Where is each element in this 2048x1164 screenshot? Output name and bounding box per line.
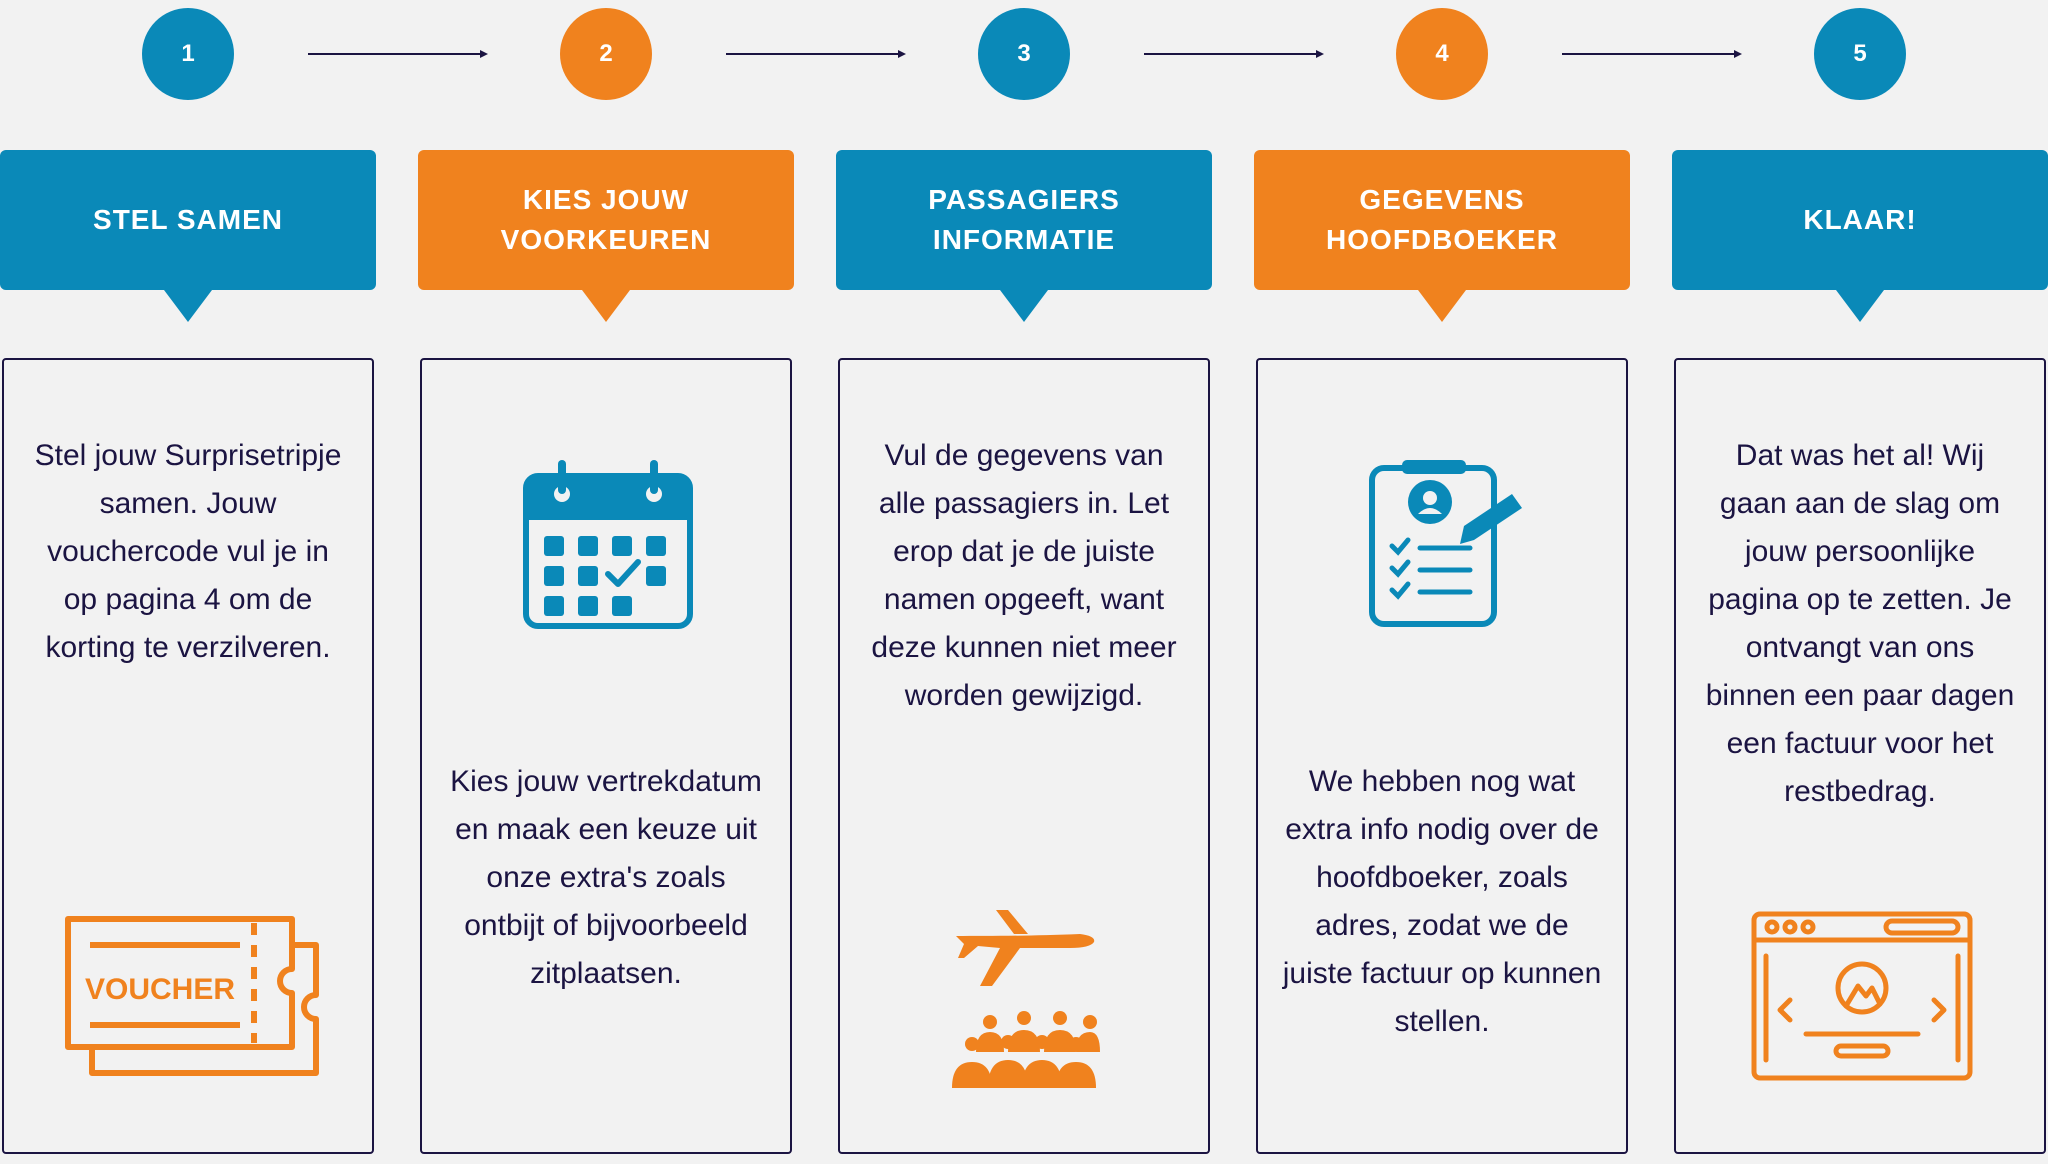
webpage-icon (1750, 910, 1974, 1082)
header-pointer (582, 290, 630, 322)
step-1-header (0, 150, 376, 290)
step-2-card (420, 358, 792, 1154)
step-4-number: 4 (1396, 8, 1488, 100)
header-pointer (1418, 290, 1466, 322)
step-2-header (418, 150, 794, 290)
step-3-title: PASSAGIERS INFORMATIE (928, 184, 1120, 255)
step-4-title: GEGEVENS HOOFDBOEKER (1326, 184, 1558, 255)
step-1-title: STEL SAMEN (93, 204, 283, 235)
step-5-card (1674, 358, 2046, 1154)
header-pointer (1000, 290, 1048, 322)
step-4-card (1256, 358, 1628, 1154)
step-4-header (1254, 150, 1630, 290)
step-5-text: Dat was het al! Wij gaan aan de slag om jouw persoonlijke pagina op te zetten. Je ontvangt van ons binnen een paar dagen een factuur voor het restbedrag. (1705, 439, 2015, 808)
step-3-number: 3 (978, 8, 1070, 100)
clipboard-profile-icon (1366, 460, 1526, 628)
step-1-number: 1 (142, 8, 234, 100)
step-2-text: Kies jouw vertrekdatum en maak een keuze uit onze extra's zoals ontbijt of bijvoorbeeld zitplaatsen. (450, 765, 762, 990)
step-1-card (2, 358, 374, 1154)
step-3-header (836, 150, 1212, 290)
calendar-icon (522, 458, 694, 632)
step-3-text: Vul de gegevens van alle passagiers in. Let erop dat je de juiste namen opgeeft, want deze kunnen niet meer worden gewijzigd. (871, 439, 1177, 712)
header-pointer (1836, 290, 1884, 322)
arrow-right-icon (1144, 50, 1324, 58)
step-2-title: KIES JOUW VOORKEUREN (500, 184, 712, 255)
step-5-number: 5 (1814, 8, 1906, 100)
step-4-text: We hebben nog wat extra info nodig over de hoofdboeker, zoals adres, zodat we de juiste factuur op kunnen stellen. (1282, 765, 1602, 1038)
voucher-icon (64, 915, 320, 1085)
arrow-right-icon (308, 50, 488, 58)
step-3-card (838, 358, 1210, 1154)
step-5-header (1672, 150, 2048, 290)
step-2-number: 2 (560, 8, 652, 100)
voucher-label: VOUCHER (84, 973, 236, 1006)
airplane-passengers-icon (950, 906, 1100, 1088)
step-5-title: KLAAR! (1803, 204, 1917, 235)
arrow-right-icon (726, 50, 906, 58)
arrow-right-icon (1562, 50, 1742, 58)
step-1-text: Stel jouw Surprisetripje samen. Jouw vouchercode vul je in op pagina 4 om de korting te verzilveren. (34, 439, 342, 664)
header-pointer (164, 290, 212, 322)
